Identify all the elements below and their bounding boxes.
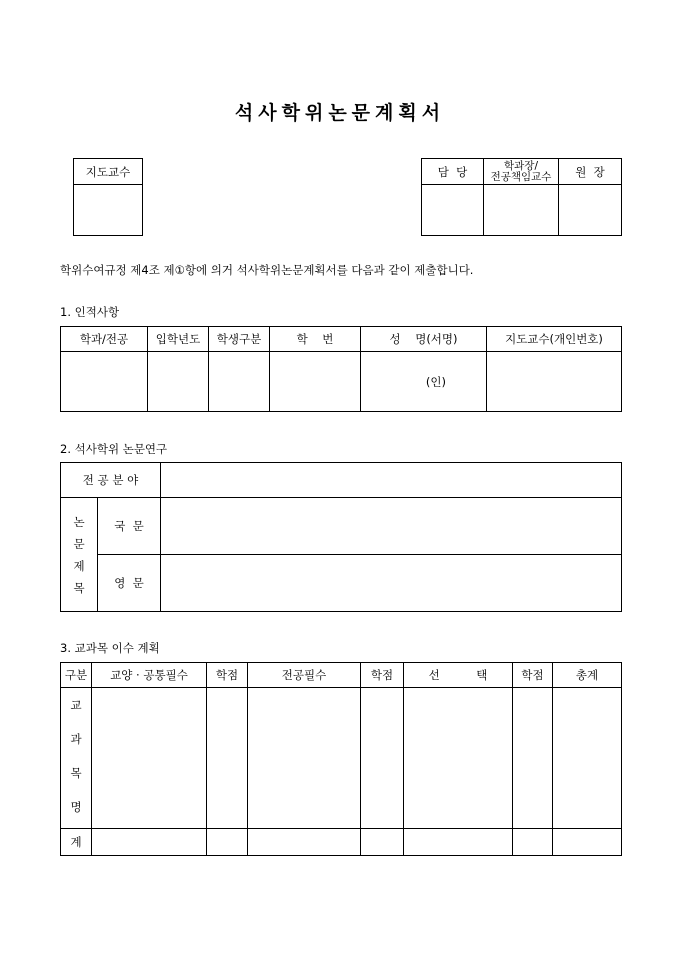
elective-credits[interactable] (513, 688, 553, 829)
course-name-char: 교 (70, 698, 82, 712)
korean-title-label: 국 문 (98, 498, 161, 555)
course-name-char: 과 (70, 732, 82, 746)
major-required-courses[interactable] (248, 688, 361, 829)
header-credits: 학점 (207, 663, 248, 688)
elective-credits-total[interactable] (513, 829, 553, 856)
course-plan-table (60, 662, 622, 856)
personal-info-table (60, 326, 622, 412)
advisor-sign-cell[interactable] (74, 185, 143, 236)
dean-sign-cell[interactable] (559, 185, 622, 236)
major-required-total[interactable] (248, 829, 361, 856)
header-credits: 학점 (361, 663, 404, 688)
korean-title-input[interactable] (161, 498, 622, 555)
thesis-research-table (60, 462, 622, 612)
header-name-signature: 성 명(서명) (361, 327, 487, 352)
manager-sign-cell[interactable] (422, 185, 484, 236)
thesis-title-label (61, 498, 98, 612)
department-head-label-line1: 학과장/ (504, 159, 538, 172)
section3-heading: 3. 교과목 이수 계획 (60, 641, 160, 655)
department-head-label-line2: 전공책임교수 (490, 170, 552, 183)
dean-label: 원 장 (559, 159, 622, 185)
section2-heading: 2. 석사학위 논문연구 (60, 442, 168, 456)
thesis-title-char: 논 (73, 514, 85, 529)
department-cell[interactable] (61, 352, 148, 412)
office-approval-box (421, 158, 622, 236)
seal-mark: (인) (425, 374, 446, 389)
header-student-id: 학 번 (270, 327, 361, 352)
section1-heading: 1. 인적사항 (60, 305, 120, 319)
entrance-year-cell[interactable] (148, 352, 209, 412)
student-type-cell[interactable] (209, 352, 270, 412)
header-elective: 선 택 (404, 663, 513, 688)
english-title-input[interactable] (161, 555, 622, 612)
advisor-label: 지도교수 (74, 159, 143, 185)
department-head-sign-cell[interactable] (484, 185, 559, 236)
thesis-title-char: 제 (73, 558, 85, 573)
elective-total[interactable] (404, 829, 513, 856)
manager-label: 담 당 (422, 159, 484, 185)
page-title: 석사학위논문계획서 (234, 102, 446, 124)
course-name-char: 목 (70, 766, 82, 780)
english-title-label: 영 문 (98, 555, 161, 612)
header-general-required: 교양 · 공통필수 (92, 663, 207, 688)
intro-text: 학위수여규정 제4조 제①항에 의거 석사학위논문계획서를 다음과 같이 제출합니다. (60, 263, 474, 277)
course-name-char: 명 (70, 800, 82, 814)
header-entrance-year: 입학년도 (148, 327, 209, 352)
header-department: 학과/전공 (61, 327, 148, 352)
advisor-cell[interactable] (487, 352, 622, 412)
elective-courses[interactable] (404, 688, 513, 829)
advisor-approval-box (73, 158, 143, 236)
total-courses[interactable] (553, 688, 622, 829)
thesis-title-char: 문 (73, 536, 85, 551)
course-name-label (61, 688, 92, 829)
header-credits: 학점 (513, 663, 553, 688)
header-major-required: 전공필수 (248, 663, 361, 688)
grand-total[interactable] (553, 829, 622, 856)
name-signature-cell[interactable] (361, 352, 487, 412)
field-label: 전 공 분 야 (61, 463, 161, 498)
major-required-credits-total[interactable] (361, 829, 404, 856)
general-required-credits-total[interactable] (207, 829, 248, 856)
student-id-cell[interactable] (270, 352, 361, 412)
general-required-total[interactable] (92, 829, 207, 856)
department-head-label (484, 159, 559, 185)
general-required-courses[interactable] (92, 688, 207, 829)
header-total: 총계 (553, 663, 622, 688)
header-advisor: 지도교수(개인번호) (487, 327, 622, 352)
major-required-credits[interactable] (361, 688, 404, 829)
header-student-type: 학생구분 (209, 327, 270, 352)
thesis-title-char: 목 (73, 580, 85, 595)
total-label: 계 (61, 829, 92, 856)
header-category: 구분 (61, 663, 92, 688)
field-input[interactable] (161, 463, 622, 498)
general-required-credits[interactable] (207, 688, 248, 829)
